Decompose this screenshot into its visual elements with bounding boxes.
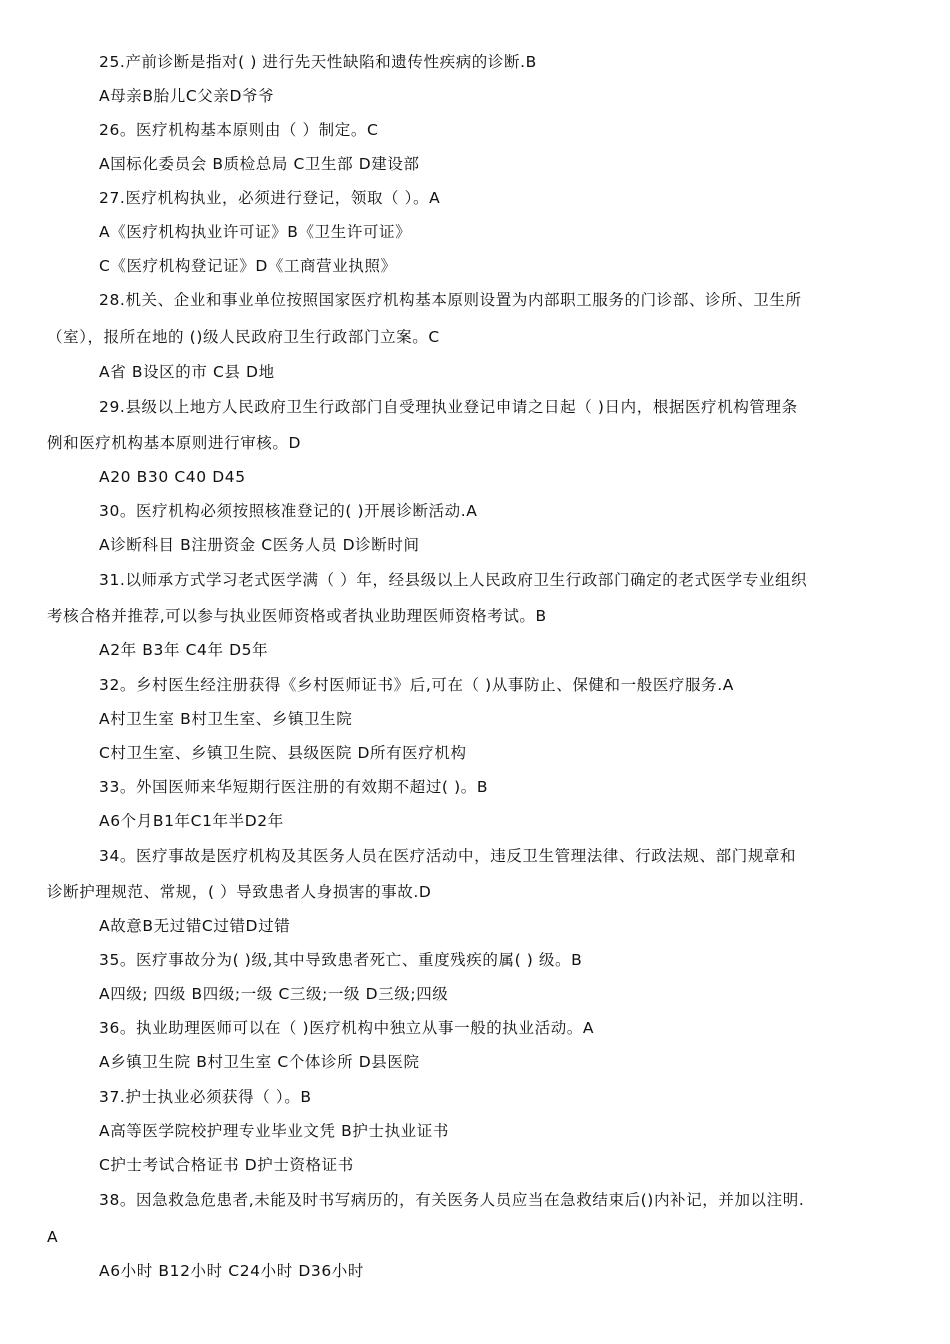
question-25: 25.产前诊断是指对( ) 进行先天性缺陷和遗传性疾病的诊断.B [99, 53, 537, 71]
options-37-line-2: C护士考试合格证书 D护士资格证书 [99, 1156, 354, 1174]
question-34-line-2: 诊断护理规范、常规，( ）导致患者人身损害的事故.D [47, 883, 432, 901]
options-26: A国标化委员会 B质检总局 C卫生部 D建设部 [99, 155, 420, 173]
options-32-line-1: A村卫生室 B村卫生室、乡镇卫生院 [99, 710, 353, 728]
question-29-line-1: 29.县级以上地方人民政府卫生行政部门自受理执业登记申请之日起（ )日内，根据医疗机构管理条 [99, 398, 798, 416]
question-35: 35。医疗事故分为( )级,其中导致患者死亡、重度残疾的属( ) 级。B [99, 951, 583, 969]
question-27: 27.医疗机构执业，必须进行登记，领取（ ）。A [99, 189, 441, 207]
question-34-line-1: 34。医疗事故是医疗机构及其医务人员在医疗活动中，违反卫生管理法律、行政法规、部门规章和 [99, 847, 797, 865]
question-31-line-2: 考核合格并推荐,可以参与执业医师资格或者执业助理医师资格考试。B [47, 607, 547, 625]
options-37-line-1: A高等医学院校护理专业毕业文凭 B护士执业证书 [99, 1122, 449, 1140]
options-27-line-1: A《医疗机构执业许可证》B《卫生许可证》 [99, 223, 412, 241]
question-38-line-1: 38。因急救急危患者,未能及时书写病历的，有关医务人员应当在急救结束后()内补记，并加以注明. [99, 1191, 805, 1209]
options-34: A故意B无过错C过错D过错 [99, 917, 291, 935]
options-30: A诊断科目 B注册资金 C医务人员 D诊断时间 [99, 536, 420, 554]
question-26: 26。医疗机构基本原则由（ ）制定。C [99, 121, 379, 139]
question-28-line-1: 28.机关、企业和事业单位按照国家医疗机构基本原则设置为内部职工服务的门诊部、诊所、卫生所 [99, 291, 802, 309]
options-31: A2年 B3年 C4年 D5年 [99, 641, 269, 659]
options-27-line-2: C《医疗机构登记证》D《工商营业执照》 [99, 257, 397, 275]
question-28-line-2: （室），报所在地的 ()级人民政府卫生行政部门立案。C [47, 328, 440, 346]
question-29-line-2: 例和医疗机构基本原则进行审核。D [47, 434, 302, 452]
question-36: 36。执业助理医师可以在（ )医疗机构中独立从事一般的执业活动。A [99, 1019, 595, 1037]
question-32: 32。乡村医生经注册获得《乡村医师证书》后,可在（ )从事防止、保健和一般医疗服务.A [99, 676, 734, 694]
options-25: A母亲B胎儿C父亲D爷爷 [99, 87, 275, 105]
question-30: 30。医疗机构必须按照核准登记的( )开展诊断活动.A [99, 502, 478, 520]
options-32-line-2: C村卫生室、乡镇卫生院、县级医院 D所有医疗机构 [99, 744, 467, 762]
options-38: A6小时 B12小时 C24小时 D36小时 [99, 1262, 365, 1280]
question-37: 37.护士执业必须获得（ ）。B [99, 1088, 312, 1106]
question-33: 33。外国医师来华短期行医注册的有效期不超过( )。B [99, 778, 489, 796]
options-33: A6个月B1年C1年半D2年 [99, 812, 284, 830]
options-28: A省 B设区的市 C县 D地 [99, 363, 275, 381]
question-38-answer: A [47, 1228, 59, 1246]
question-31-line-1: 31.以师承方式学习老式医学满（ ）年，经县级以上人民政府卫生行政部门确定的老式医学专业组织 [99, 571, 808, 589]
options-36: A乡镇卫生院 B村卫生室 C个体诊所 D县医院 [99, 1053, 420, 1071]
options-35: A四级; 四级 B四级;一级 C三级;一级 D三级;四级 [99, 985, 449, 1003]
options-29: A20 B30 C40 D45 [99, 468, 246, 486]
